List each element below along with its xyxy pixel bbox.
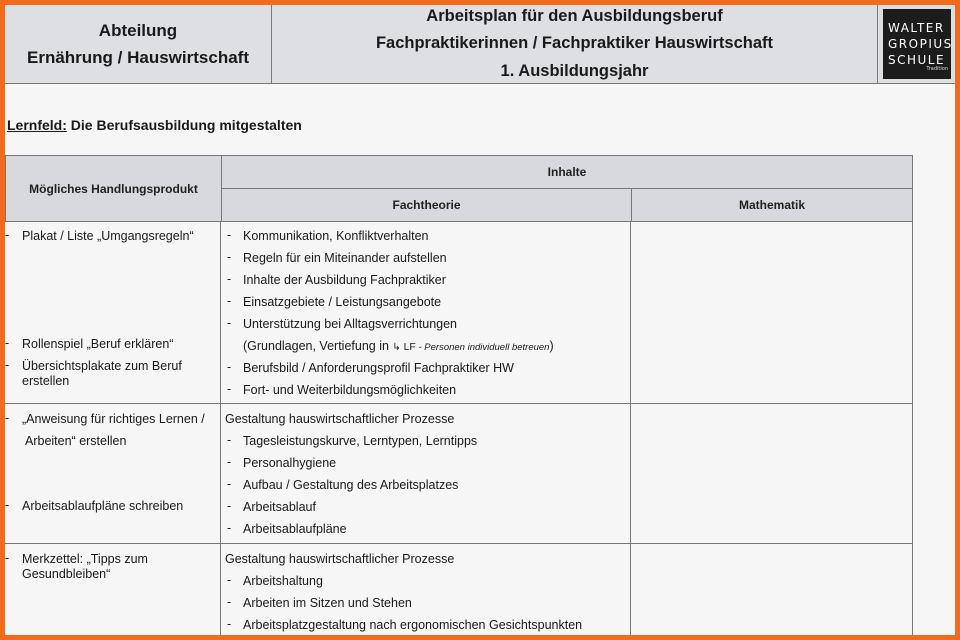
dash: - xyxy=(227,382,232,396)
product-item: Merkzettel: „Tipps zum xyxy=(22,552,148,566)
note-text: - Personen individuell betreuen xyxy=(415,342,550,353)
dash: - xyxy=(227,316,232,330)
theory-item: Aufbau / Gestaltung des Arbeitsplatzes xyxy=(243,478,459,492)
product-item: Plakat / Liste „Umgangsregeln“ xyxy=(22,229,194,243)
product-cell xyxy=(5,222,221,403)
mathematik-cell xyxy=(631,544,913,635)
theory-item: Unterstützung bei Alltagsverrichtungen xyxy=(243,317,458,331)
title-cell xyxy=(272,5,878,83)
product-item: Rollenspiel „Beruf erklären“ xyxy=(22,337,174,351)
dash: - xyxy=(5,228,10,242)
mathematik-cell xyxy=(631,404,913,543)
theory-item: Inhalte der Ausbildung Fachpraktiker xyxy=(243,273,446,287)
theory-item: Arbeitsablaufpläne xyxy=(243,522,347,536)
dash: - xyxy=(5,336,10,350)
dash: - xyxy=(227,455,232,469)
document-page xyxy=(5,5,955,635)
lernfeld-title: Die Berufsausbildung mitgestalten xyxy=(70,117,302,133)
theory-heading: Gestaltung hauswirtschaftlicher Prozesse xyxy=(225,412,455,426)
dash: - xyxy=(5,358,10,372)
theory-item: Fort- und Weiterbildungsmöglichkeiten xyxy=(243,383,457,397)
dash: - xyxy=(227,617,232,631)
dash: - xyxy=(5,411,10,425)
header-fachtheorie: Fachtheorie xyxy=(221,188,632,222)
school-logo xyxy=(883,9,951,79)
logo-line-1: WALTER xyxy=(888,21,945,35)
note-lf: LF xyxy=(403,341,416,353)
logo-line-2: GROPIUS xyxy=(888,37,953,51)
dash: - xyxy=(227,272,232,286)
logo-small-text: Tradition xyxy=(926,66,948,72)
arrow-icon: ↳ xyxy=(392,342,404,353)
header-inhalte: Inhalte xyxy=(221,155,913,189)
dash: - xyxy=(227,360,232,374)
theory-item: Kommunikation, Konfliktverhalten xyxy=(243,229,429,243)
product-cell xyxy=(5,404,221,543)
theory-item: Tagesleistungskurve, Lerntypen, Lerntipps xyxy=(243,434,478,448)
product-cell xyxy=(5,544,221,635)
fachtheorie-cell xyxy=(221,222,631,403)
dash: - xyxy=(227,521,232,535)
theory-item: Einsatzgebiete / Leistungsangebote xyxy=(243,295,442,309)
dash: - xyxy=(227,228,232,242)
theory-item: Arbeitsplatzgestaltung nach ergonomischen Gesichtspunkten xyxy=(243,618,583,632)
note-suffix: ) xyxy=(549,339,554,353)
dash: - xyxy=(5,498,10,512)
dash: - xyxy=(227,499,232,513)
title-line-1: Arbeitsplan für den Ausbildungsberuf xyxy=(426,6,723,25)
dash: - xyxy=(227,595,232,609)
product-item: Übersichtsplakate zum Beruf xyxy=(22,359,182,373)
department-label: Abteilung xyxy=(98,21,178,40)
table-row xyxy=(5,544,913,635)
dash: - xyxy=(227,294,232,308)
lernfeld-label: Lernfeld: xyxy=(7,117,67,133)
theory-item: Arbeiten im Sitzen und Stehen xyxy=(243,596,412,610)
lernfeld-heading xyxy=(7,117,302,133)
dash: - xyxy=(227,250,232,264)
theory-item: Berufsbild / Anforderungsprofil Fachpraktiker HW xyxy=(243,361,514,375)
dash: - xyxy=(227,477,232,491)
department-name: Ernährung / Hauswirtschaft xyxy=(27,48,249,67)
dash: - xyxy=(227,573,232,587)
title-line-2: Fachpraktikerinnen / Fachpraktiker Hauswirtschaft xyxy=(375,34,774,53)
product-item-cont: Arbeiten“ erstellen xyxy=(25,434,127,448)
dash: - xyxy=(5,551,10,565)
product-item-cont: erstellen xyxy=(22,374,70,388)
department-cell xyxy=(5,5,272,83)
dash: - xyxy=(227,433,232,447)
table-row xyxy=(5,222,913,404)
document-header xyxy=(5,5,955,84)
header-product: Mögliches Handlungsprodukt xyxy=(5,155,222,222)
note-prefix: (Grundlagen, Vertiefung in xyxy=(243,339,393,353)
product-item-cont: Gesundbleiben“ xyxy=(22,567,111,581)
header-mathematik: Mathematik xyxy=(631,188,913,222)
theory-item: Regeln für ein Miteinander aufstellen xyxy=(243,251,447,265)
fachtheorie-cell xyxy=(221,544,631,635)
theory-item: Arbeitsablauf xyxy=(243,500,316,514)
product-item: Arbeitsablaufpläne schreiben xyxy=(22,499,184,513)
theory-note xyxy=(243,338,554,356)
mathematik-cell xyxy=(631,222,913,403)
theory-heading: Gestaltung hauswirtschaftlicher Prozesse xyxy=(225,552,455,566)
theory-item: Personalhygiene xyxy=(243,456,337,470)
table-row xyxy=(5,404,913,544)
theory-item: Arbeitshaltung xyxy=(243,574,323,588)
fachtheorie-cell xyxy=(221,404,631,543)
title-line-3: 1. Ausbildungsjahr xyxy=(500,61,649,80)
logo-line-3: SCHULE xyxy=(888,53,946,67)
product-item: „Anweisung für richtiges Lernen / xyxy=(22,412,205,426)
